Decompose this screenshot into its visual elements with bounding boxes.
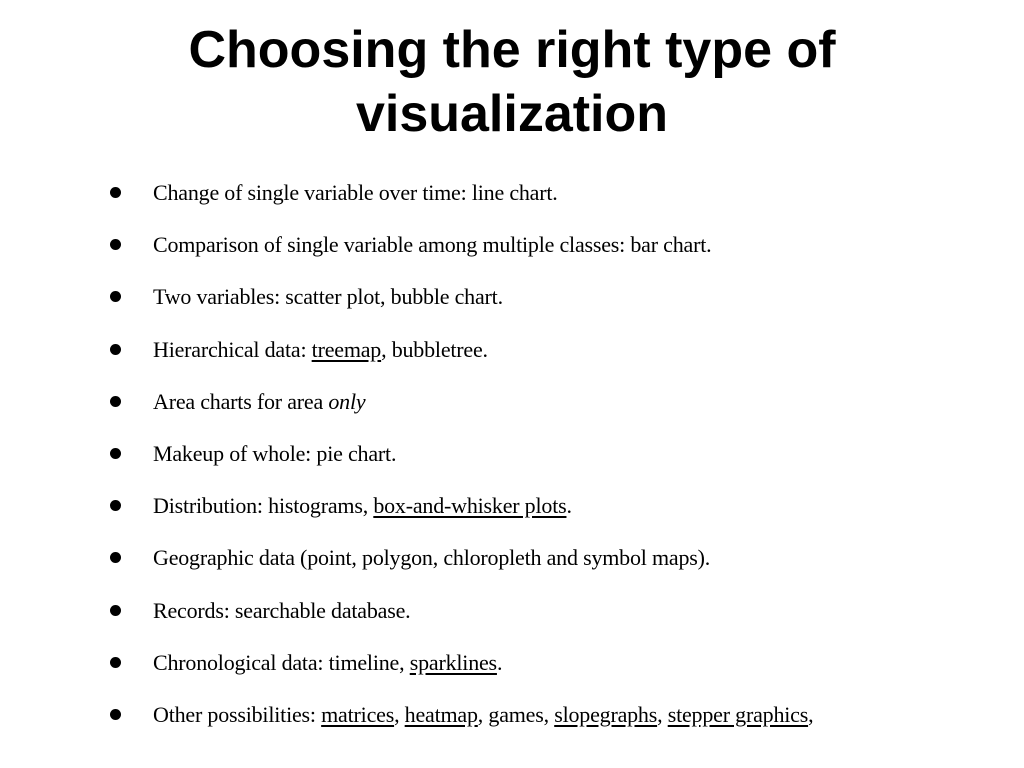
bullet-text — [153, 483, 572, 529]
bullet-text: Two variables: scatter plot, bubble chart. — [153, 284, 503, 310]
slopegraphs-link[interactable]: slopegraphs — [554, 701, 658, 727]
list-item — [0, 274, 1024, 326]
stepper-graphics-link[interactable]: stepper graphics — [667, 701, 809, 727]
bullet-text-segment: . — [496, 649, 503, 675]
bullet-text: Makeup of whole: pie chart. — [153, 440, 397, 466]
bullet-text-segment: Other possibilities: — [153, 701, 322, 727]
bullet-text-segment: , — [394, 701, 405, 727]
bullet-text-segment: , bubbletree. — [381, 336, 488, 362]
bullet-icon — [110, 344, 121, 355]
bullet-text — [153, 692, 813, 738]
sparklines-link[interactable]: sparklines — [409, 649, 497, 675]
slide-title-line-1: Choosing the right type of — [188, 21, 836, 79]
bullet-text: Geographic data (point, polygon, chloropleth and symbol maps). — [153, 545, 711, 571]
bullet-text: Records: searchable database. — [153, 597, 411, 623]
list-item — [0, 222, 1024, 274]
slide-title-line-2: visualization — [355, 85, 669, 143]
bullet-list — [0, 170, 1024, 744]
list-item — [0, 379, 1024, 431]
box-and-whisker-plots-link[interactable]: box-and-whisker plots — [373, 493, 567, 519]
heatmap-link[interactable]: heatmap — [404, 701, 478, 727]
bullet-icon — [110, 396, 121, 407]
emphasis-text: only — [328, 388, 366, 414]
bullet-text-segment: Hierarchical data: — [153, 336, 312, 362]
bullet-icon — [110, 657, 121, 668]
bullet-text-segment: , — [808, 701, 814, 727]
matrices-link[interactable]: matrices — [321, 701, 395, 727]
bullet-text: Change of single variable over time: line chart. — [153, 180, 558, 205]
list-item — [0, 483, 1024, 535]
bullet-text: Comparison of single variable among multiple classes: bar chart. — [153, 232, 712, 258]
bullet-icon — [110, 187, 121, 198]
bullet-icon — [110, 605, 121, 616]
list-item — [0, 692, 1024, 744]
treemap-link[interactable]: treemap — [311, 336, 382, 362]
bullet-icon — [110, 500, 121, 511]
bullet-text — [153, 379, 365, 425]
slide-title — [0, 18, 1024, 146]
bullet-icon — [110, 552, 121, 563]
bullet-text-segment: , — [657, 701, 668, 727]
list-item — [0, 327, 1024, 379]
bullet-text-segment: , games, — [477, 701, 555, 727]
bullet-icon — [110, 291, 121, 302]
list-item — [0, 535, 1024, 587]
list-item — [0, 640, 1024, 692]
list-item — [0, 431, 1024, 483]
bullet-text — [153, 640, 502, 686]
bullet-text-segment: Distribution: histograms, — [153, 493, 374, 519]
bullet-text-segment: Chronological data: timeline, — [153, 649, 410, 675]
bullet-text-segment: Area charts for area — [153, 388, 329, 414]
bullet-icon — [110, 239, 121, 250]
bullet-icon — [110, 448, 121, 459]
bullet-icon — [110, 709, 121, 720]
bullet-text-segment: . — [566, 493, 572, 519]
list-item — [0, 170, 1024, 222]
list-item — [0, 588, 1024, 640]
bullet-text — [153, 327, 488, 373]
